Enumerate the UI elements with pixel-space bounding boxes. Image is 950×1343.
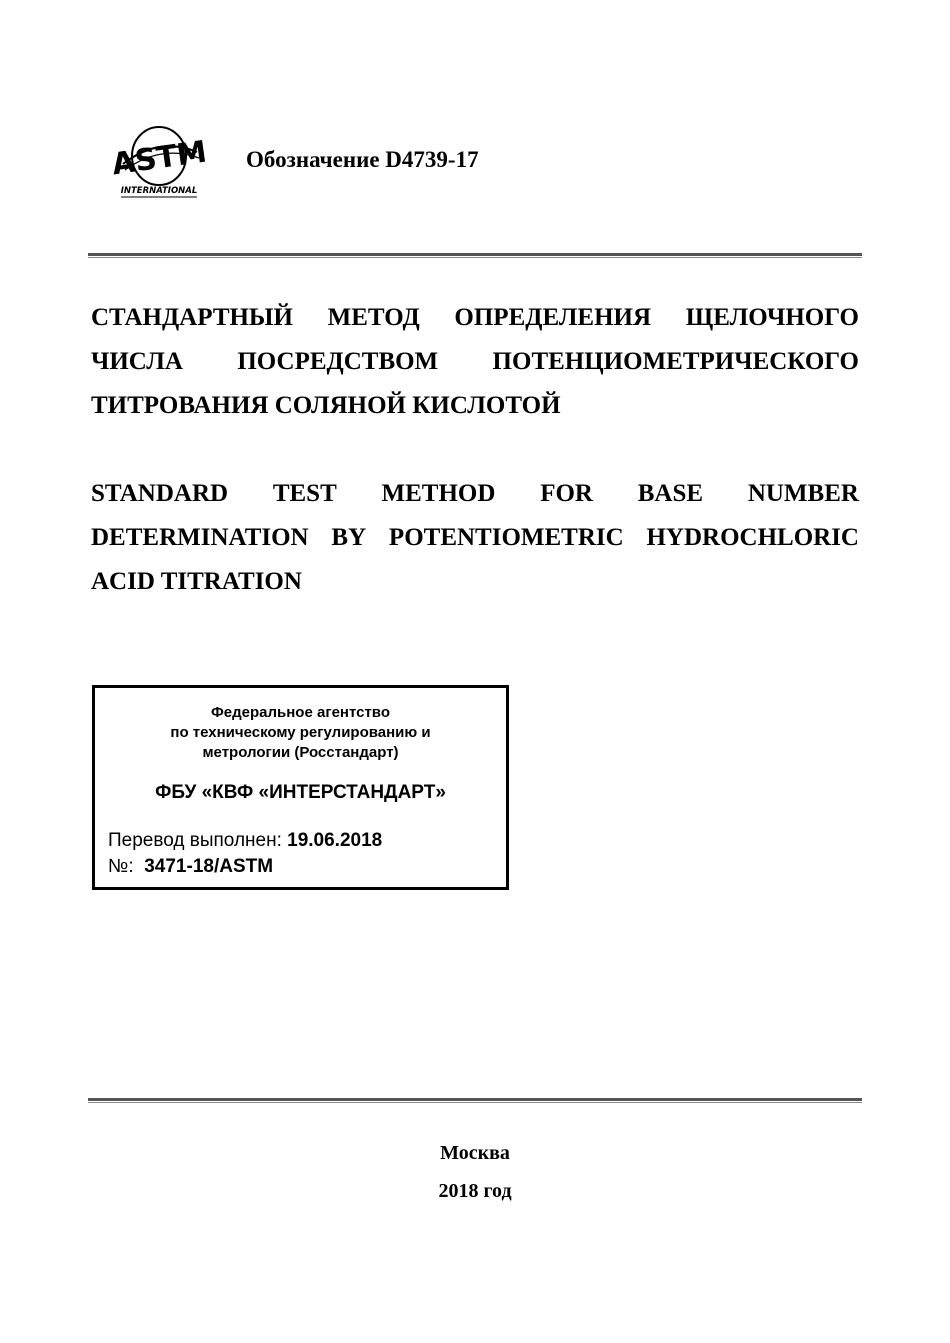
- title-en-line-3: ACID TITRATION: [91, 568, 302, 595]
- translation-number-row: [108, 854, 382, 880]
- title-word: BY: [331, 524, 367, 551]
- title-russian: [91, 296, 859, 428]
- city: Москва: [440, 1142, 510, 1164]
- agency-line: Федеральное агентство: [210, 704, 390, 721]
- designation: Обозначение D4739-17: [246, 147, 479, 172]
- astm-logo: [109, 124, 209, 200]
- title-word: DETERMINATION: [91, 524, 309, 551]
- translated-label: Перевод выполнен:: [108, 830, 282, 851]
- title-word: METHOD: [381, 480, 496, 507]
- title-word: TEST: [272, 480, 337, 507]
- agency-line: метрологии (Росстандарт): [202, 744, 399, 761]
- title-word: STANDARD: [91, 480, 229, 507]
- top-divider: [88, 253, 862, 259]
- title-word: NUMBER: [747, 480, 859, 507]
- title-word: СТАНДАРТНЫЙ: [91, 304, 293, 331]
- title-english: [91, 472, 859, 604]
- year: 2018 год: [438, 1180, 512, 1202]
- title-word: BASE: [637, 480, 704, 507]
- title-ru-line-1: [91, 296, 859, 340]
- title-word: FOR: [540, 480, 593, 507]
- bottom-divider: [88, 1098, 862, 1104]
- svg-text:ASTM: ASTM: [109, 134, 209, 183]
- title-ru-line-3: ТИТРОВАНИЯ СОЛЯНОЙ КИСЛОТОЙ: [91, 392, 561, 419]
- agency-line: по техническому регулированию и: [170, 724, 431, 741]
- title-ru-line-2: [91, 340, 859, 384]
- number-label: №:: [108, 856, 134, 877]
- title-word: ОПРЕДЕЛЕНИЯ: [454, 304, 652, 331]
- title-word: МЕТОД: [327, 304, 420, 331]
- title-en-line-2: [91, 516, 859, 560]
- organization-name: ФБУ «КВФ «ИНТЕРСТАНДАРТ»: [155, 782, 446, 803]
- title-word: ПОТЕНЦИОМЕТРИЧЕСКОГО: [492, 348, 859, 375]
- number-value: 3471-18/ASTM: [144, 856, 274, 877]
- agency-name: [95, 703, 506, 763]
- title-word: ПОСРЕДСТВОМ: [237, 348, 439, 375]
- title-word: POTENTIOMETRIC: [388, 524, 624, 551]
- title-word: ЩЕЛОЧНОГО: [685, 304, 859, 331]
- logo-text: INTERNATIONAL: [120, 186, 198, 196]
- translation-date-row: [108, 828, 382, 854]
- translation-stamp: [92, 685, 509, 890]
- translated-date: 19.06.2018: [287, 830, 383, 851]
- title-word: ЧИСЛА: [91, 348, 183, 375]
- title-word: HYDROCHLORIC: [646, 524, 859, 551]
- title-en-line-1: [91, 472, 859, 516]
- translation-info: [108, 828, 382, 880]
- astm-international-logo-icon: [109, 124, 209, 200]
